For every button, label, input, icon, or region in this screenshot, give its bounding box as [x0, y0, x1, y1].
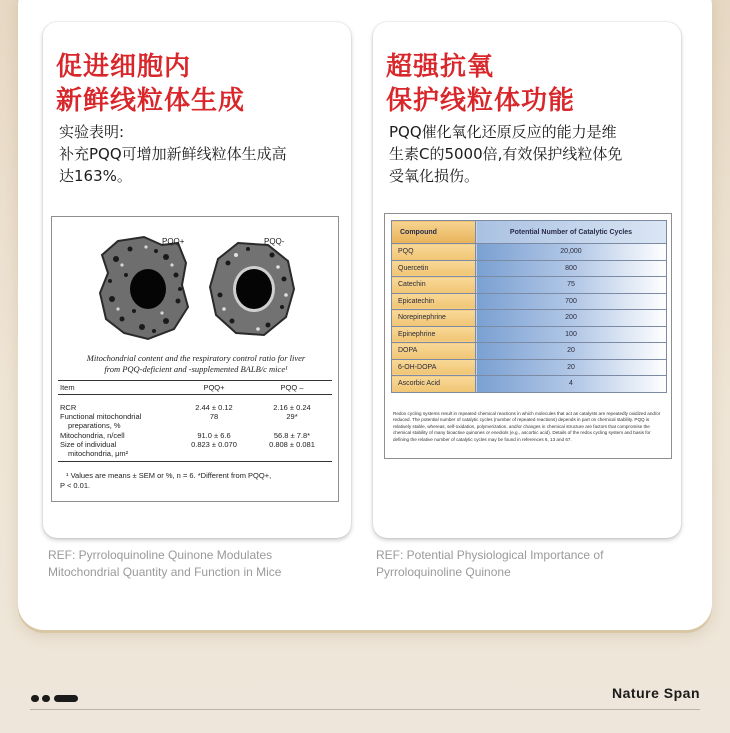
table-row — [392, 293, 667, 310]
table-header-compound: Compound — [392, 221, 476, 244]
cycles-cell: 100 — [476, 326, 667, 343]
table-row-item: RCR — [60, 403, 77, 412]
compound-cell: Quercetin — [392, 260, 476, 277]
figure-caption-line-2: from PQQ-deficient and -supplemented BALB/c mice¹ — [104, 364, 288, 374]
table-row-pqq-minus: 0.808 ± 0.081 — [269, 440, 315, 449]
table-row — [392, 277, 667, 294]
table-row-item: Functional mitochondrial — [60, 412, 142, 421]
footer-dot-icon — [42, 695, 50, 702]
cycles-cell: 4 — [476, 376, 667, 393]
table-row — [392, 310, 667, 327]
cell-label-pqq-minus: PQQ- — [264, 237, 285, 246]
compound-cell: Epicatechin — [392, 293, 476, 310]
table-row — [392, 359, 667, 376]
table-rule-header — [58, 394, 332, 395]
description-line-1: 实验表明: — [59, 123, 125, 141]
reference-line-1: REF: Pyrroloquinoline Quinone Modulates — [48, 548, 273, 562]
description-line-1: PQQ催化氧化还原反应的能力是维 — [389, 123, 617, 141]
figure-caption-line-1: Mitochondrial content and the respiratory control ratio for liver — [86, 353, 306, 363]
table-row-item: preparations, % — [68, 421, 121, 430]
table-row-pqq-minus: 56.8 ± 7.8* — [273, 431, 311, 440]
table-row-item: Mitochondria, n/cell — [60, 431, 125, 440]
panel-title-line-2: 新鲜线粒体生成 — [56, 86, 246, 116]
reference-line-2: Pyrroloquinoline Quinone — [376, 565, 511, 579]
table-row-pqq-plus: 2.44 ± 0.12 — [195, 403, 233, 412]
table-row — [392, 260, 667, 277]
table-row — [392, 376, 667, 393]
table-row — [392, 343, 667, 360]
table-row-pqq-plus: 0.823 ± 0.070 — [191, 440, 237, 449]
cycles-cell: 200 — [476, 310, 667, 327]
table-header-row — [392, 221, 667, 244]
table-header-cycles: Potential Number of Catalytic Cycles — [476, 221, 667, 244]
cycles-cell: 20 — [476, 359, 667, 376]
catalytic-cycles-table — [391, 220, 667, 393]
cell-label-pqq-plus: PQQ+ — [162, 237, 185, 246]
description-line-3: 达163%。 — [59, 167, 132, 185]
compound-cell: PQQ — [392, 244, 476, 261]
compound-cell: Ascorbic Acid — [392, 376, 476, 393]
table-footnote-line-2: P < 0.01. — [60, 481, 91, 490]
cell-micrograph-pqq-plus — [96, 235, 190, 341]
cycles-cell: 800 — [476, 260, 667, 277]
footer-dot-icon — [31, 695, 39, 702]
table-footnote-line-1: ¹ Values are means ± SEM or %, n = 6. *Different from PQQ+, — [66, 471, 272, 480]
panel-description — [389, 121, 669, 187]
description-line-2: 补充PQQ可增加新鲜线粒体生成高 — [59, 145, 287, 163]
cycles-cell: 20 — [476, 343, 667, 360]
cycles-cell: 20,000 — [476, 244, 667, 261]
compound-cell: DOPA — [392, 343, 476, 360]
table-row-pqq-plus: 78 — [209, 412, 219, 421]
mitochondria-generation-panel — [43, 22, 351, 538]
catalytic-cycles-figure — [384, 213, 672, 459]
table-header-item: Item — [60, 383, 75, 392]
table-row — [392, 326, 667, 343]
compound-cell: Catechin — [392, 277, 476, 294]
panel-title-line-1: 促进细胞内 — [56, 52, 192, 82]
table-rule-bottom — [58, 461, 332, 462]
description-line-2: 生素C的5000倍,有效保护线粒体免 — [389, 145, 623, 163]
table-rule-top — [58, 380, 332, 381]
footer-dash-icon — [54, 695, 78, 702]
cycles-cell: 700 — [476, 293, 667, 310]
panel-title-line-1: 超强抗氧 — [386, 52, 495, 82]
cycles-cell: 75 — [476, 277, 667, 294]
table-row-pqq-minus: 29* — [286, 412, 298, 421]
table-row-item: Size of individual — [60, 440, 117, 449]
footer-divider — [30, 709, 700, 710]
table-row — [392, 244, 667, 261]
brand-name: Nature Span — [612, 685, 700, 701]
table-row-item: mitochondria, μm² — [68, 449, 129, 458]
table-row-pqq-minus: 2.16 ± 0.24 — [273, 403, 311, 412]
compound-cell: Norepinephrine — [392, 310, 476, 327]
compound-cell: Epinephrine — [392, 326, 476, 343]
left-reference — [48, 547, 348, 581]
compound-cell: 6-OH-DOPA — [392, 359, 476, 376]
reference-line-2: Mitochondrial Quantity and Function in Mice — [48, 565, 282, 579]
table-header-pqq-minus: PQQ – — [280, 383, 304, 392]
antioxidant-panel — [373, 22, 681, 538]
panel-title-line-2: 保护线粒体功能 — [386, 86, 576, 116]
mitochondria-study-figure — [51, 216, 339, 502]
panel-description — [59, 121, 339, 187]
reference-line-1: REF: Potential Physiological Importance of — [376, 548, 604, 562]
table-header-pqq-plus: PQQ+ — [203, 383, 225, 392]
right-reference — [376, 547, 676, 581]
table-row-pqq-plus: 91.0 ± 6.6 — [197, 431, 231, 440]
cell-micrograph-pqq-minus — [208, 239, 296, 339]
description-line-3: 受氧化损伤。 — [389, 167, 480, 185]
table-note: Redox cycling systems result in repeated chemical reactions in which molecules that act as catalysts are repeatedly oxidized and/or reduced. The potential number of catalytic cycles (number of repeated reactions) depends in part on chemical stability. PQQ is relatively stable, whereas, self-oxidation, polymerization, and/or changes in chemical structure are factors that compromise the chemical stability of many bioactive quinones or enediols (e.g., ascorbic acid). Details of the redox cycling system and basis for defining the relative number of catalytic cycles may be found in references 6, 13 and 67. — [393, 411, 661, 442]
